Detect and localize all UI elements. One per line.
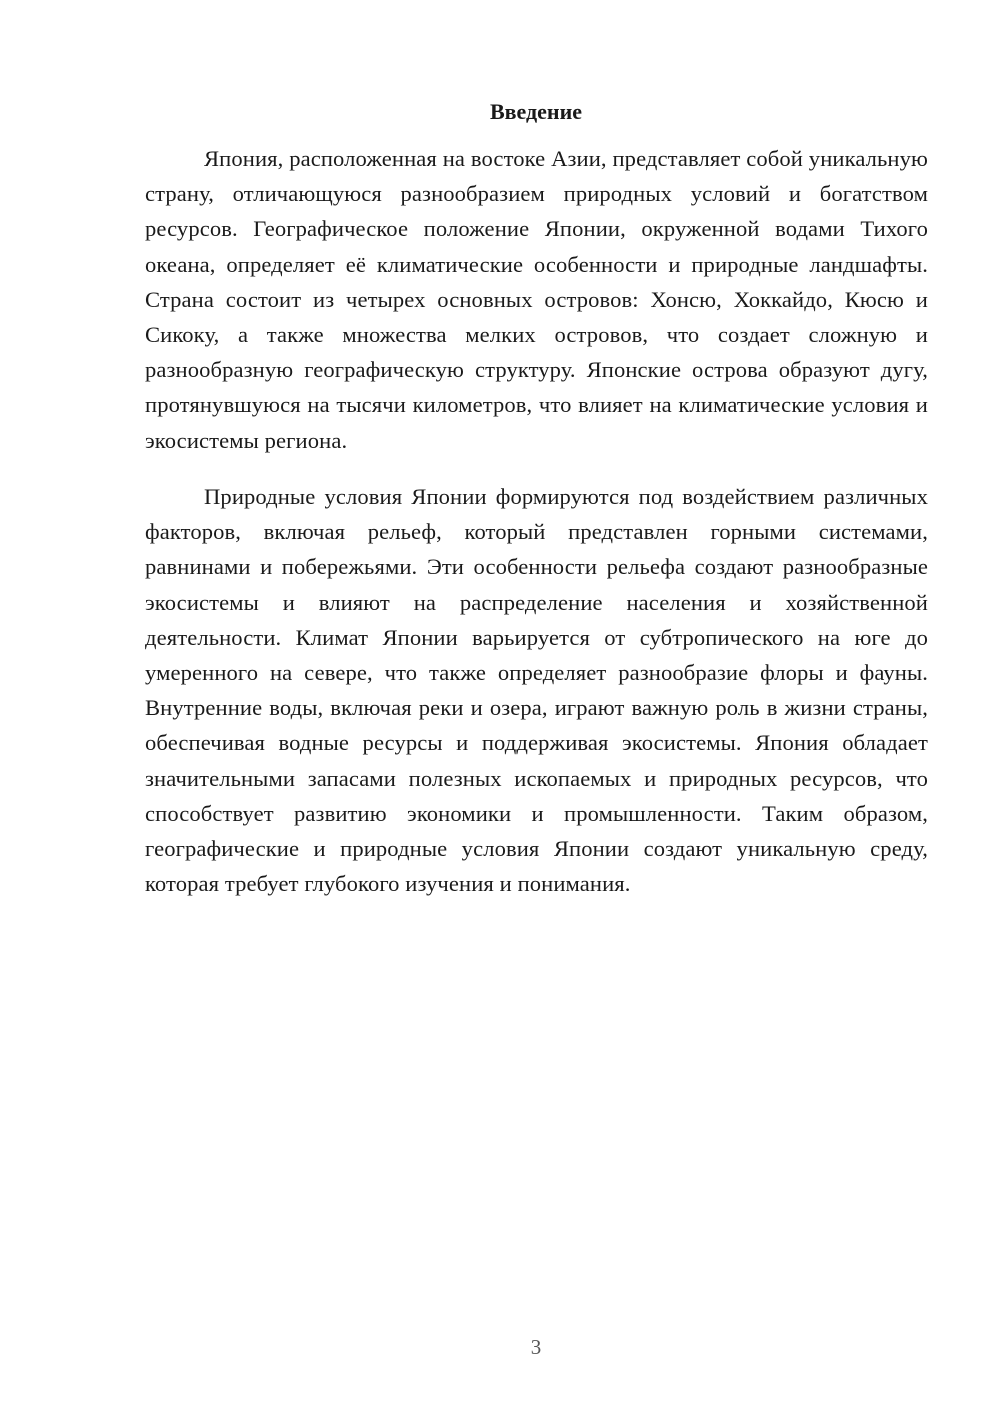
page-number: 3 (530, 1335, 542, 1359)
paragraph-intro-geography: Япония, расположенная на востоке Азии, представляет собой уникальную страну, отличающуюся разнообразием природных условий и богатством ресурсов. Географическое положение Японии, окруженной водами Тихого океана, определяет её климатические особенности и природные ландшафты. Страна состоит из четырех основных островов: Хонсю, Хоккайдо, Кюсю и Сикоку, а также множества мелких островов, что создает сложную и разнообразную географическую структуру. Японские острова образуют дугу, протянувшуюся на тысячи километров, что влияет на климатические условия и экосистемы региона. (145, 146, 928, 453)
section-heading: Введение (489, 99, 583, 124)
paragraph-natural-conditions: Природные условия Японии формируются под воздействием различных факторов, включая рельеф, который представлен горными системами, равнинами и побережьями. Эти особенности рельефа создают разнообразные экосистемы и влияют на распределение населения и хозяйственной деятельности. Климат Японии варьируется от субтропического на юге до умеренного на севере, что также определяет разнообразие флоры и фауны. Внутренние воды, включая реки и озера, играют важную роль в жизни страны, обеспечивая водные ресурсы и поддерживая экосистемы. Япония обладает значительными запасами полезных ископаемых и природных ресурсов, что способствует развитию экономики и промышленности. Таким образом, географические и природные условия Японии создают уникальную среду, которая требует глубокого изучения и понимания. (145, 484, 928, 897)
